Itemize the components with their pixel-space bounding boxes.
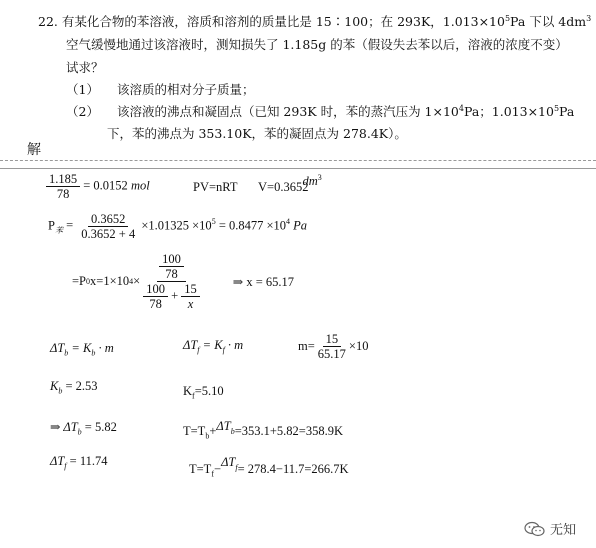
denominator: 78: [149, 297, 162, 311]
subscript: b: [58, 386, 63, 396]
item-text: 该溶液的沸点和凝固点（已知 293K 时，苯的蒸汽压为 1×10: [116, 104, 459, 119]
exp: 5: [504, 13, 511, 23]
delta-t: ΔT: [221, 455, 236, 469]
watermark: [524, 519, 576, 538]
unit: dm: [302, 174, 318, 188]
equation-boiling-elevation: [50, 341, 114, 356]
eq-x: x=1×10: [90, 274, 130, 288]
divider-solid: [0, 168, 596, 169]
subscript: f: [64, 461, 67, 471]
unit: Pa: [293, 218, 308, 233]
equation-kf: [183, 384, 224, 399]
eq-lhs: T=T: [189, 462, 212, 476]
subscript: f: [235, 462, 238, 472]
value: = 2.53: [65, 379, 98, 393]
divider-dashed: [0, 160, 596, 161]
times: ×: [133, 274, 141, 288]
watermark-text: 无知: [549, 523, 576, 538]
denominator: 78: [165, 267, 178, 281]
numerator: 100: [159, 252, 184, 267]
item-number: （1）: [66, 82, 99, 97]
equation-delta-tb: [50, 419, 117, 435]
fraction: [78, 212, 138, 241]
eq-rhs: = 0.0152: [83, 178, 128, 193]
numerator: 100: [143, 282, 168, 297]
eq-lhs: m=: [298, 339, 315, 353]
subscript: b: [77, 427, 82, 437]
exp: 4: [286, 217, 291, 227]
subscript: b: [64, 348, 69, 358]
value: =5.10: [194, 384, 224, 398]
exp: 5: [553, 103, 560, 113]
subscript: f: [211, 469, 214, 479]
fraction: [143, 282, 168, 311]
value: = 5.82: [84, 420, 117, 434]
subscript: b: [91, 348, 96, 358]
numerator: 0.3652: [88, 212, 128, 227]
subscript: f: [197, 345, 200, 355]
equation-volume: [258, 172, 322, 195]
wechat-logo-icon: [524, 521, 546, 537]
mass: · m: [98, 341, 114, 355]
subscript: b: [205, 431, 210, 441]
problem-line-2: 空气缓慢地通过该溶液时，测知损失了 1.185g 的苯（假设失去苯以后，溶液的浓度不变）: [66, 37, 568, 52]
problem-number: 22.: [38, 14, 58, 29]
equation-mole-fraction: =P 0 x=1×10 4 × $\frac{100}{78}$ $\frac{100}{78}$ + $\frac{15}{x}$ ⇒ x = 65.17: [72, 252, 295, 311]
equation-delta-tf: [50, 454, 108, 469]
subscript: 苯: [54, 225, 63, 235]
delta-t: ΔT: [183, 338, 198, 352]
item-text-c: Pa: [559, 104, 575, 119]
equation-kb: [50, 379, 98, 394]
problem-text-1b: Pa 下以 4dm: [510, 14, 587, 29]
equation-pv: PV=nRT: [193, 180, 238, 194]
equation-pressure: [48, 212, 307, 241]
question-item-2: [66, 103, 574, 120]
exp: 4: [458, 103, 464, 113]
unit: mol: [130, 178, 150, 193]
eq-lhs: T=T: [183, 424, 206, 438]
exp: 3: [317, 172, 322, 182]
plus: +: [209, 424, 217, 438]
eq-lhs: P: [48, 218, 55, 233]
value: =353.1+5.82=358.9K: [234, 424, 343, 438]
delta-t: ΔT: [216, 419, 231, 433]
eq-lhs: =P: [72, 274, 87, 288]
equation-boiling-point: [183, 419, 343, 441]
constant: K: [183, 384, 193, 398]
denominator: 65.17: [317, 347, 346, 361]
fraction: [181, 282, 200, 311]
delta-t: ⇒ ΔT: [50, 420, 78, 434]
exp: 5: [211, 217, 216, 227]
subscript: f: [192, 391, 195, 401]
denominator: 0.3652 + 4: [81, 227, 136, 241]
question-item-1: [66, 81, 254, 98]
fraction: [315, 332, 349, 361]
numerator: 15: [181, 282, 200, 297]
denominator: x: [187, 297, 194, 311]
equation-molality: [298, 332, 368, 361]
value: = 11.74: [69, 454, 108, 468]
exp: 3: [586, 13, 592, 23]
plus: +: [171, 288, 179, 303]
mass: · m: [227, 338, 244, 352]
compound-denominator: [140, 282, 203, 311]
eq-result: ⇒ x = 65.17: [232, 274, 295, 289]
item-text-b: Pa；1.013×10: [463, 104, 554, 119]
solution-label: 解: [27, 142, 41, 158]
numerator: 1.185: [46, 172, 80, 187]
problem-line-3: 试求？: [66, 60, 104, 75]
eq-result: = 0.8477 ×10: [218, 218, 287, 233]
equation-freezing-depression: [183, 338, 243, 353]
eq-rhs: ×1.01325 ×10: [141, 218, 212, 233]
eq-tail: ×10: [348, 339, 369, 353]
minus: −: [214, 462, 222, 476]
delta-t: ΔT: [50, 341, 65, 355]
problem-line-1: [38, 13, 591, 30]
subscript: f: [222, 345, 225, 355]
problem-text-1: 有某化合物的苯溶液，溶质和溶剂的质量比是 15∶100；在 293K，1.013×10: [61, 14, 505, 29]
subscript: b: [230, 426, 235, 436]
volume-value: V=0.3652: [258, 180, 309, 194]
eq-rhs: = K: [71, 341, 92, 355]
fraction: [159, 252, 184, 281]
equals: =: [66, 218, 74, 233]
compound-fraction: [140, 252, 203, 311]
delta-t: ΔT: [50, 454, 65, 468]
constant: K: [50, 379, 59, 393]
value: = 278.4−11.7=266.7K: [237, 462, 349, 476]
item-number: （2）: [66, 104, 99, 119]
item-text: 该溶质的相对分子质量；: [116, 82, 255, 97]
eq-rhs: = K: [202, 338, 223, 352]
numerator: 15: [323, 332, 342, 347]
compound-numerator: [157, 252, 186, 282]
question-item-2-line-2: 下，苯的沸点为 353.10K，苯的凝固点为 278.4K）。: [107, 126, 407, 141]
denominator: 78: [56, 187, 70, 201]
equation-freezing-point: [189, 455, 349, 479]
equation-moles: [46, 172, 150, 201]
fraction: [46, 172, 80, 201]
